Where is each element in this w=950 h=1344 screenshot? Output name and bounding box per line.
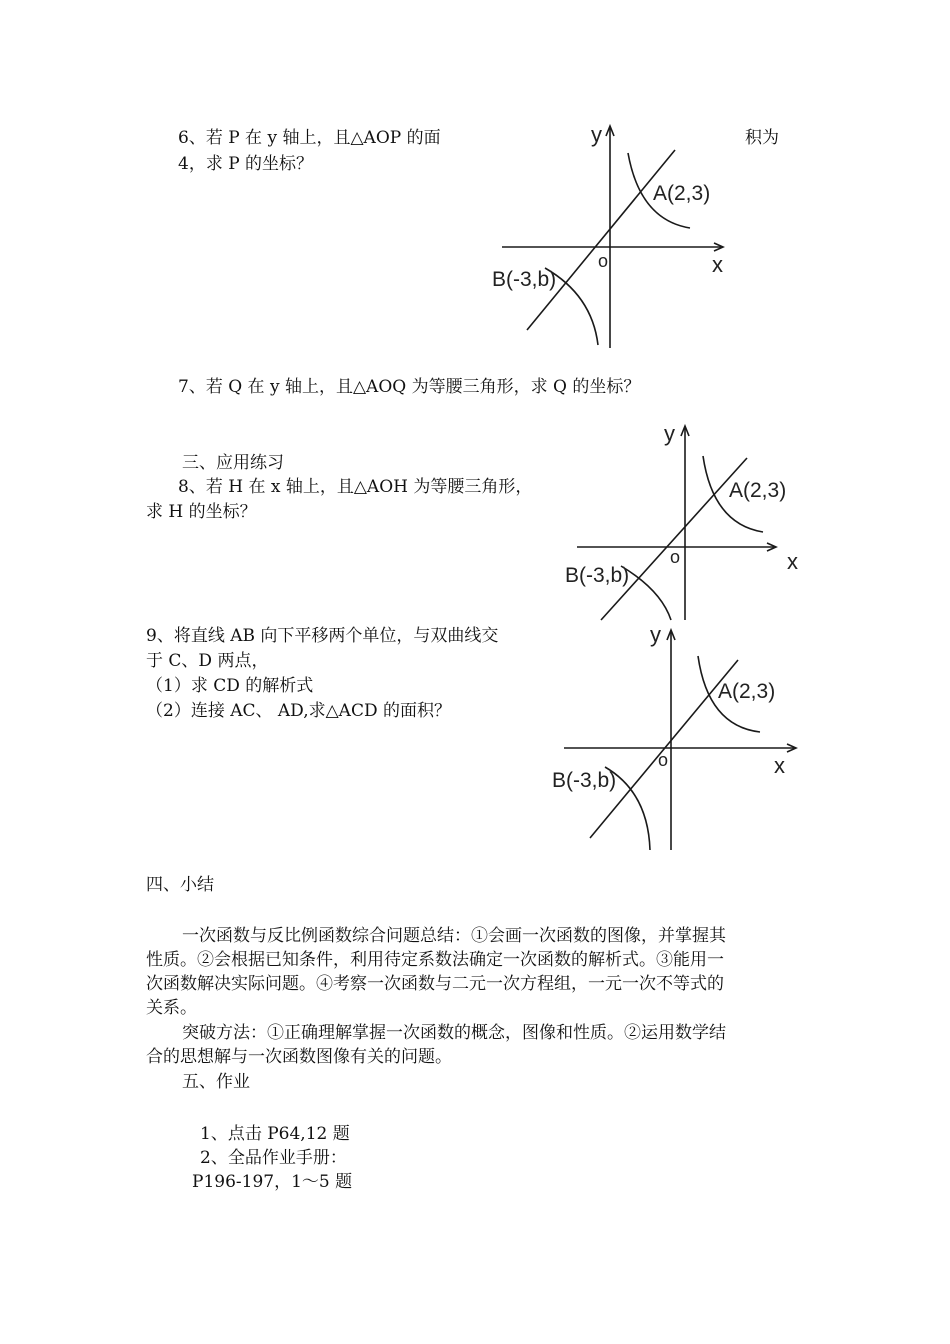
- homework-item-1: 1、点击 P64,12 题: [200, 1124, 350, 1144]
- q8-text-line2: 求 H 的坐标？: [146, 502, 257, 522]
- q9-text-line3: （1）求 CD 的解析式: [146, 676, 314, 696]
- section5-title: 五、作业: [182, 1072, 250, 1092]
- point-b-label: B(-3,b): [565, 564, 630, 587]
- q9-text-line4: （2）连接 AC、 AD,求△ACD 的面积？: [146, 701, 452, 721]
- line-ab: [527, 150, 675, 330]
- point-a-label: A(2,3): [653, 182, 711, 205]
- q6-text-line1-end: 积为: [745, 128, 779, 148]
- y-axis-label: y: [591, 122, 602, 147]
- coordinate-graph-2: [563, 420, 813, 620]
- coordinate-graph-1: [490, 120, 740, 352]
- line-ab: [601, 458, 747, 620]
- x-axis-label: x: [712, 252, 723, 277]
- point-a-label: A(2,3): [718, 680, 776, 703]
- q9-text-line1: 9、将直线 AB 向下平移两个单位，与双曲线交: [146, 626, 499, 646]
- method-line-2: 合的思想解与一次函数图像有关的问题。: [146, 1047, 452, 1067]
- point-b-label: B(-3,b): [492, 268, 557, 291]
- x-axis-label: x: [787, 549, 798, 574]
- q8-text-line1: 8、若 H 在 x 轴上，且△AOH 为等腰三角形，: [178, 477, 533, 497]
- point-a-label: A(2,3): [729, 479, 787, 502]
- q6-text-line1: 6、若 P 在 y 轴上，且△AOP 的面: [178, 128, 441, 148]
- section4-title: 四、小结: [146, 875, 214, 895]
- y-axis-label: y: [664, 421, 675, 446]
- q9-text-line2: 于 C、D 两点，: [146, 651, 269, 671]
- origin-label: o: [598, 251, 609, 271]
- summary-line-3: 次函数解决实际问题。④考察一次函数与二元一次方程组，一元一次不等式的: [146, 974, 724, 994]
- origin-label: o: [658, 750, 669, 770]
- method-line-1: 突破方法：①正确理解掌握一次函数的概念，图像和性质。②运用数学结: [182, 1023, 726, 1043]
- x-axis-label: x: [774, 753, 785, 778]
- summary-line-1: 一次函数与反比例函数综合问题总结：①会画一次函数的图像，并掌握其: [182, 926, 726, 946]
- summary-line-4: 关系。: [146, 998, 197, 1018]
- line-ab: [590, 660, 738, 838]
- section3-title: 三、应用练习: [182, 453, 284, 473]
- origin-label: o: [670, 547, 681, 567]
- summary-line-2: 性质。②会根据已知条件，利用待定系数法确定一次函数的解析式。③能用一: [146, 950, 724, 970]
- homework-item-3: P196-197，1～5 题: [192, 1172, 353, 1192]
- coordinate-graph-3: [550, 620, 800, 852]
- q7-text: 7、若 Q 在 y 轴上，且△AOQ 为等腰三角形，求 Q 的坐标？: [178, 377, 641, 397]
- y-axis-label: y: [650, 622, 661, 647]
- point-b-label: B(-3,b): [552, 769, 617, 792]
- q6-text-line2: 4，求 P 的坐标？: [178, 154, 314, 174]
- homework-item-2: 2、全品作业手册：: [200, 1148, 347, 1168]
